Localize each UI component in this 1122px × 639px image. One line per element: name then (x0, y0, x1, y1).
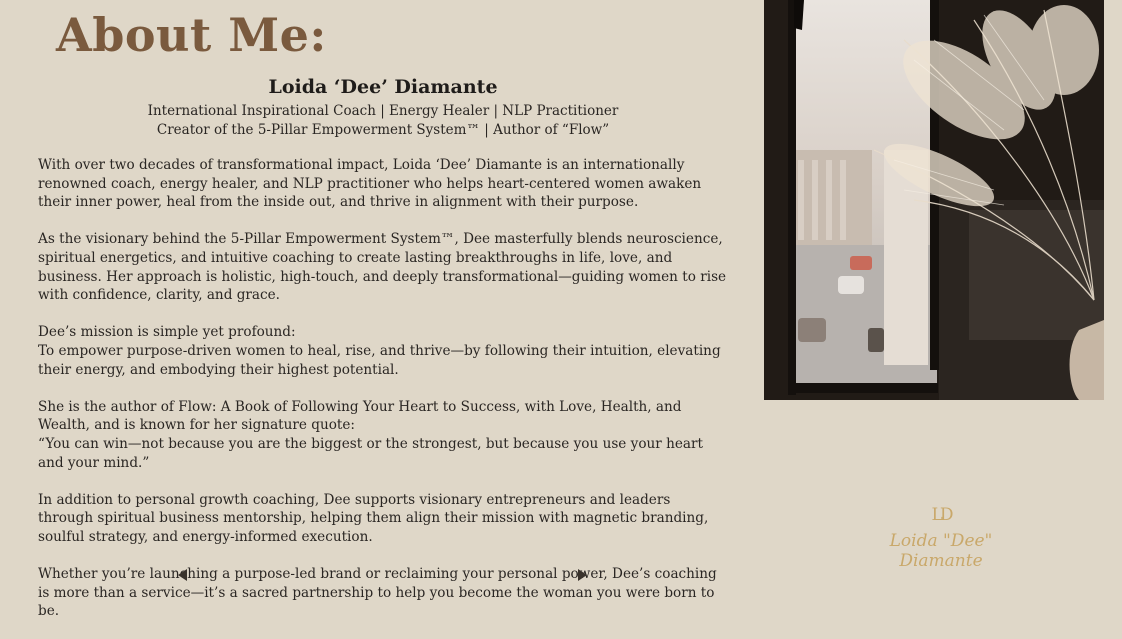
profile-name: Loida ‘Dee’ Diamante (268, 76, 498, 98)
profile-roles: International Inspirational Coach | Energy Healer | NLP Practitioner (147, 103, 619, 119)
profile-credentials: Creator of the 5-Pillar Empowerment System™ | Author of “Flow” (156, 122, 610, 138)
bio-paragraph-approach: As the visionary behind the 5-Pillar Empowerment System™, Dee masterfully blends neuroscience, spiritual energetics, and intuitive coaching to create lasting breakthroughs in life, love, and business. Her approach is holistic, high-touch, and deeply transformational—guiding women to rise with confidence, clarity, and grace. (38, 231, 727, 304)
page-title: About Me: (56, 8, 327, 62)
bio-text (38, 156, 728, 639)
profile-header (38, 76, 728, 140)
bio-paragraph-closing: Whether you’re launching a purpose-led brand or reclaiming your personal power, Dee’s coaching is more than a service—it’s a sacred partnership to help you become the woman you were born to be. (38, 566, 717, 620)
logo-monogram: LD (931, 505, 951, 525)
bio-paragraph-mentorship: In addition to personal growth coaching, Dee supports visionary entrepreneurs and leaders through spiritual business mentorship, helping them align their mission with magnetic branding, soulful strategy, and energy-informed execution. (38, 491, 709, 545)
bio-paragraph-intro: With over two decades of transformational impact, Loida ‘Dee’ Diamante is an internationally renowned coach, energy healer, and NLP practitioner who helps heart-centered women awaken their inner power, heal from the inside out, and thrive in alignment with their purpose. (38, 157, 702, 211)
brand-logo (846, 505, 1036, 571)
bio-paragraph-mission: Dee’s mission is simple yet profound: To empower purpose-driven women to heal, rise, and thrive—by following their intuition, elevating their energy, and embodying their highest potential. (38, 324, 721, 378)
logo-name: Loida "Dee" Diamante (889, 531, 993, 571)
window-pampas-photo (764, 0, 1104, 400)
next-arrow-icon[interactable] (578, 569, 587, 581)
previous-arrow-icon[interactable] (178, 569, 187, 581)
bio-paragraph-author: She is the author of Flow: A Book of Following Your Heart to Success, with Love, Health, and Wealth, and is known for her signature quote: “You can win—not because you are the biggest or the strongest, but because you use your heart and your mind.” (38, 398, 703, 471)
